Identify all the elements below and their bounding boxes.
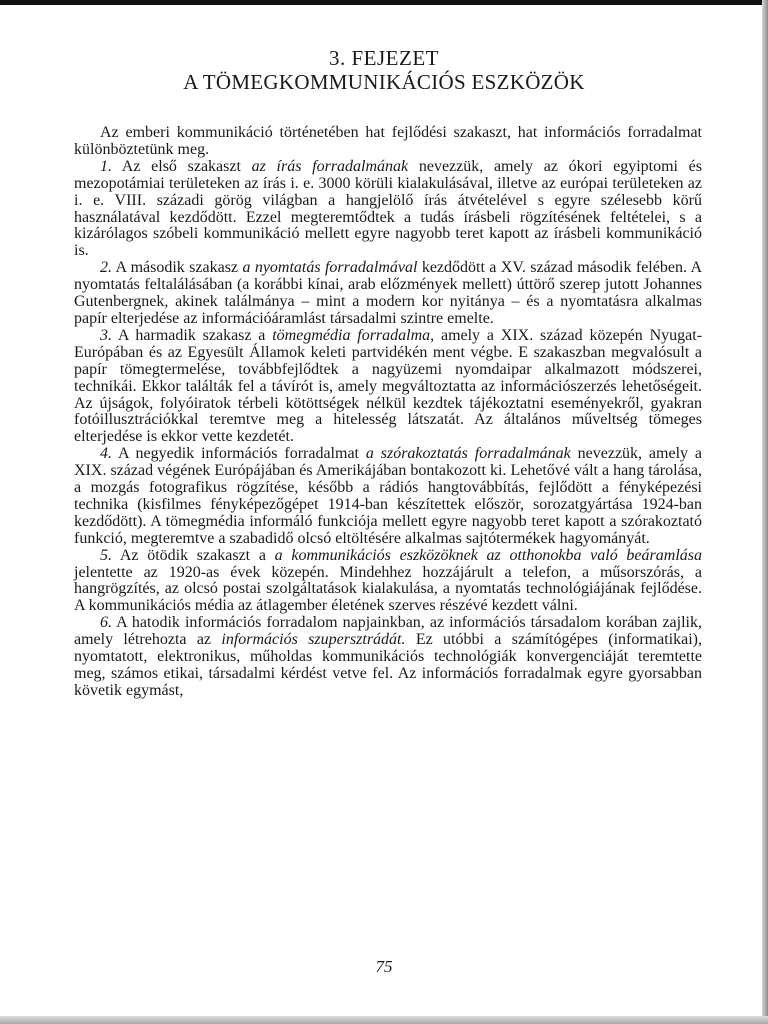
paragraph-term: információs szupersztrádát. <box>221 631 406 649</box>
chapter-header <box>0 46 768 94</box>
paragraph-term: a kommunikációs eszközöknek az otthonokba való beáramlása <box>274 546 702 564</box>
paragraph-lead: A második szakasz <box>112 259 243 277</box>
paragraph-lead: Az első szakaszt <box>112 157 252 175</box>
scan-edge-right <box>762 0 768 1024</box>
paragraph-2 <box>74 260 702 328</box>
paragraph-rest: nevezzük, amely a XIX. század végének Európájában és Amerikájában bontakozott ki. Lehetővé vált a hang tárolása, a mozgás fotografikus rögzítése, később a rádiós hangtovábbítás, fejlődött a fényképezési technika (kisfilmes fényképezőgépet 1914-ban készítettek először, sorozatgyártása 1924-ban kezdődött). A tömegmédia informáló funkciója mellett egyre nagyobb teret kapott a szórakoztató funkció, megteremtve a szabadidő olcsó eltöltésére alkalmas sajtótermékek hagyományát. <box>74 445 703 547</box>
page-number: 75 <box>375 957 393 976</box>
paragraph-number: 3. <box>100 326 112 344</box>
paragraph-number: 4. <box>100 445 112 463</box>
paragraph-lead: A hatodik információs forradalom napjainkban, az információs társadalom korában zajlik, amely létrehozta az <box>74 614 702 649</box>
paragraph-rest: amely a XIX. század közepén Nyugat-Európában és az Egyesült Államok keleti partvidékén ment végbe. E szakaszban megvalósult a papír tömegtermelése, továbbfejlődtek a nagyüzemi nyomdaipar alkalmazott módszerei, technikái. Ekkor találták fel a távírót is, amely megváltoztatta az információszerzés lehetőségeit. Az újságok, folyóiratok térbeli kötöttségek nélkül kezdtek tájékoztatni eseményekről, gyakran fotóillusztrációkkal teremtve meg a hitelesség látszatát. Az általános műveltség tömeges elterjedése is ekkor vette kezdetét. <box>74 326 703 446</box>
paragraph-lead: Az ötödik szakaszt a <box>112 546 275 564</box>
paragraph-4 <box>74 446 702 547</box>
paragraph-rest: jelentette az 1920-as évek közepén. Mindehhez hozzájárult a telefon, a műsorszórás, a hangrögzítés, az olcsó postai szolgáltatások kialakulása, a nyomtatás technológiájának fejlődése. A kommunikációs média az átlagember életének szerves részévé kezdett válni. <box>74 563 702 615</box>
chapter-number: 3. FEJEZET <box>329 46 439 70</box>
paragraph-number: 6. <box>100 614 112 632</box>
chapter-title: A TÖMEGKOMMUNIKÁCIÓS ESZKÖZÖK <box>183 70 585 94</box>
paragraph-rest: nevezzük, amely az ókori egyiptomi és mezopotámiai területeken az írás i. e. 3000 körüli kialakulásával, illetve az európai területeken az i. e. VIII. századi görög világban a hangjelölő írás átvételével s egyre szélesebb körű használatával kezdődött. Ezzel megteremtődtek a tudás írásbeli rögzítésének feltételei, s a kizárólagos szóbeli kommunikáció mellett egyre nagyobb teret kapott az írásbeli kommunikáció is. <box>74 157 703 260</box>
body-text <box>74 125 702 700</box>
paragraph-lead: A harmadik szakasz a <box>112 326 273 344</box>
paragraph-5 <box>74 548 702 616</box>
paragraph-rest: Ez utóbbi a számítógépes (informatikai), nyomtatott, elektronikus, műholdas kommunikációs technológiák konvergenciáját teremtette meg, számos etikai, társadalmi kérdést vetve fel. Az információs forradalmak egyre gyorsabban követik egymást, <box>74 631 702 699</box>
paragraph-number: 2. <box>100 259 112 277</box>
scan-edge-bottom <box>0 1016 768 1024</box>
paragraph-term: az írás forradalmának <box>251 157 409 175</box>
paragraph-rest: kezdődött a XV. század második felében. A nyomtatás feltalálásában (a korábbi kínai, arab előzmények mellett) úttörő szerep jutott Johannes Gutenbergnek, akinek találmánya – mint a modern kor nyitánya – és a nyomtatásra alkalmas papír elterjedése az információáramlást társadalmi szintre emelte. <box>74 259 703 327</box>
paragraph-term: a nyomtatás forradalmával <box>242 259 418 277</box>
paragraph-intro: Az emberi kommunikáció történetében hat fejlődési szakaszt, hat információs forradalmat különböztetünk meg. <box>74 124 702 158</box>
paragraph-lead: A negyedik információs forradalmat <box>112 445 366 463</box>
paragraph-3 <box>74 328 702 446</box>
scan-edge-top <box>0 0 768 5</box>
paragraph-6 <box>74 615 702 700</box>
paragraph-term: tömegmédia forradalma, <box>272 326 435 344</box>
paragraph-number: 5. <box>100 546 112 564</box>
paragraph-1 <box>74 159 702 260</box>
paragraph-term: a szórakoztatás forradalmának <box>365 445 571 463</box>
paragraph-number: 1. <box>100 157 112 175</box>
